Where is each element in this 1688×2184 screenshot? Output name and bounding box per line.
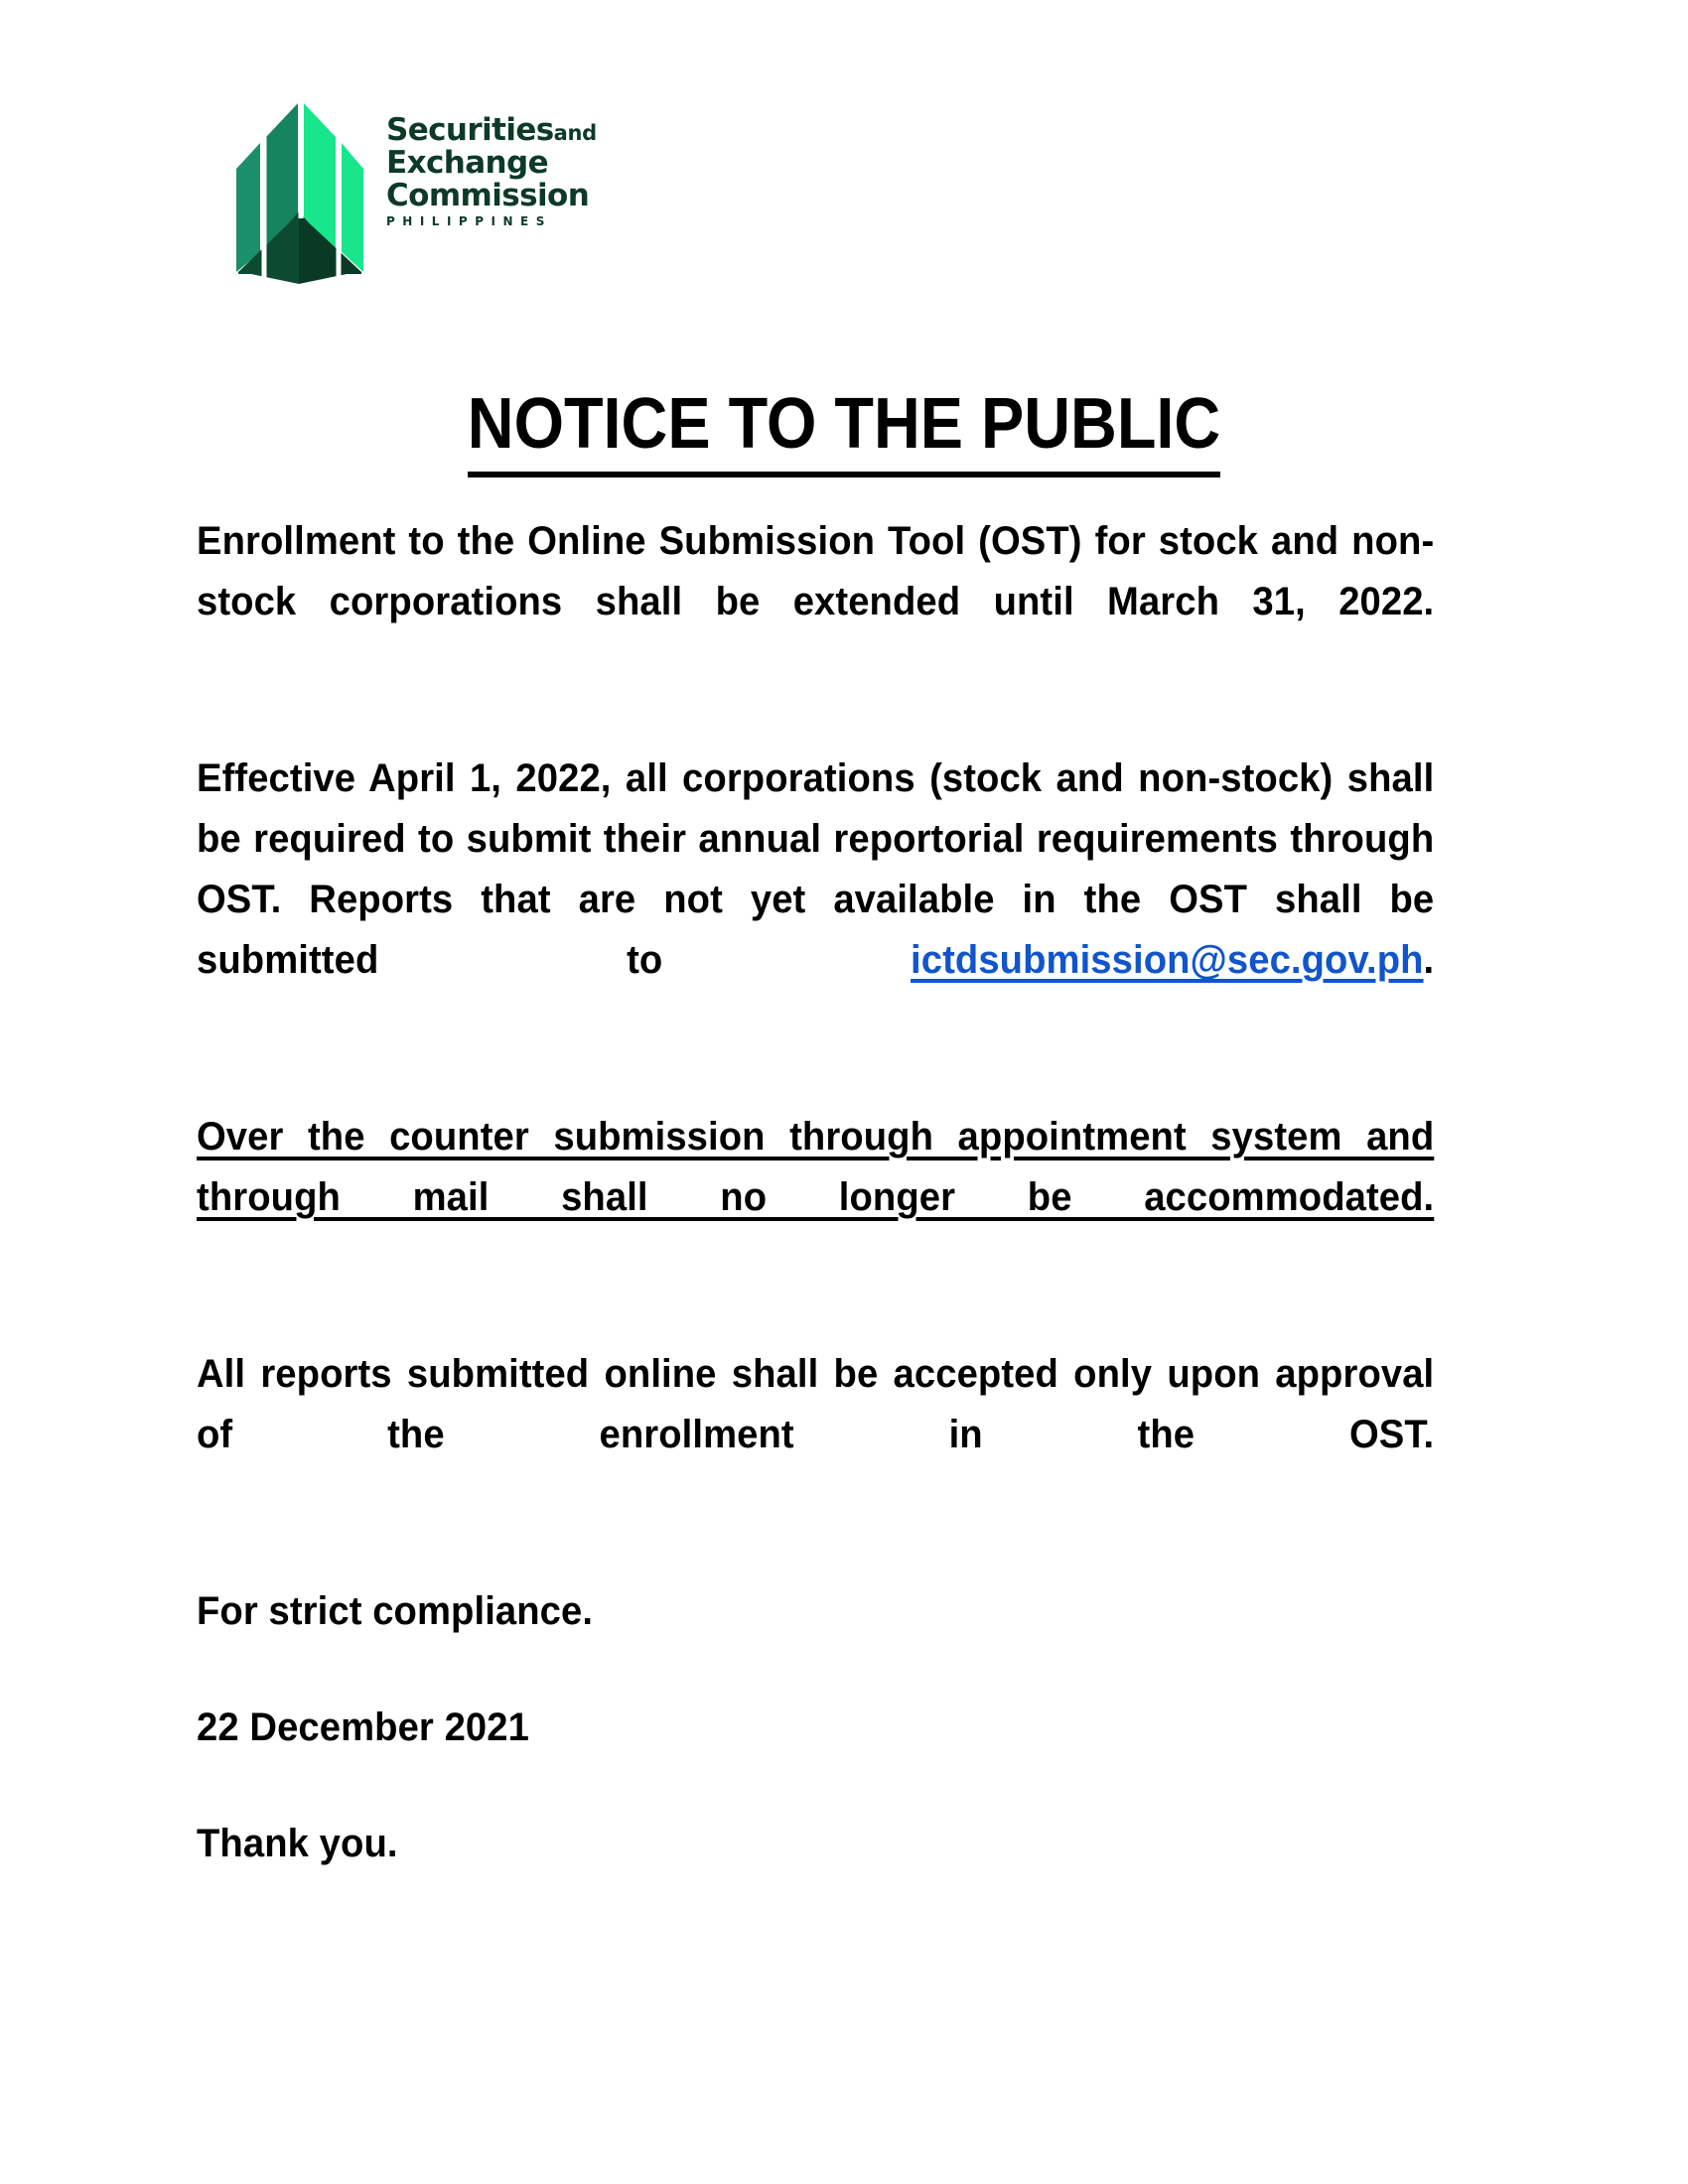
logo-line-philippines: PHILIPPINES [386, 214, 552, 228]
sec-logo-mark-icon [226, 77, 370, 286]
paragraph-thank-you: Thank you. [197, 1822, 398, 1865]
logo-line-securities-and [386, 112, 597, 148]
paragraph-reports-accepted: All reports submitted online shall be accepted only upon approval of the enrollment in the OST. [197, 1352, 1435, 1456]
paragraph-date: 22 December 2021 [197, 1706, 529, 1749]
page-title [84, 383, 1604, 478]
paragraph-effective-text-before-link: Effective April 1, 2022, all corporations (stock and non-stock) shall be required to submit their annual reportorial requirements through OST. Reports that are not yet available in the OST shall be submitted to [197, 756, 1435, 982]
sec-logo-block [226, 77, 597, 286]
paragraph-effective-april [197, 749, 1434, 1051]
notice-body [197, 511, 1492, 1930]
paragraph-enrollment-extension: Enrollment to the Online Submission Tool (OST) for stock and non-stock corporations shall be extended until March 31, 2022. [197, 519, 1435, 623]
logo-word-securities: Securities [386, 112, 554, 148]
logo-word-and: and [553, 121, 597, 145]
paragraph-effective-text-after-link: . [1423, 938, 1435, 982]
logo-line-commission: Commission [386, 178, 590, 213]
sec-logo-wordmark [386, 112, 597, 228]
email-link-ictdsubmission[interactable]: ictdsubmission@sec.gov.ph [911, 938, 1424, 982]
page-title-text: NOTICE TO THE PUBLIC [468, 386, 1220, 478]
paragraph-over-the-counter: Over the counter submission through appointment system and through mail shall no longer be accommodated. [197, 1115, 1435, 1219]
logo-line-exchange: Exchange [386, 145, 549, 181]
paragraph-strict-compliance: For strict compliance. [197, 1589, 594, 1633]
